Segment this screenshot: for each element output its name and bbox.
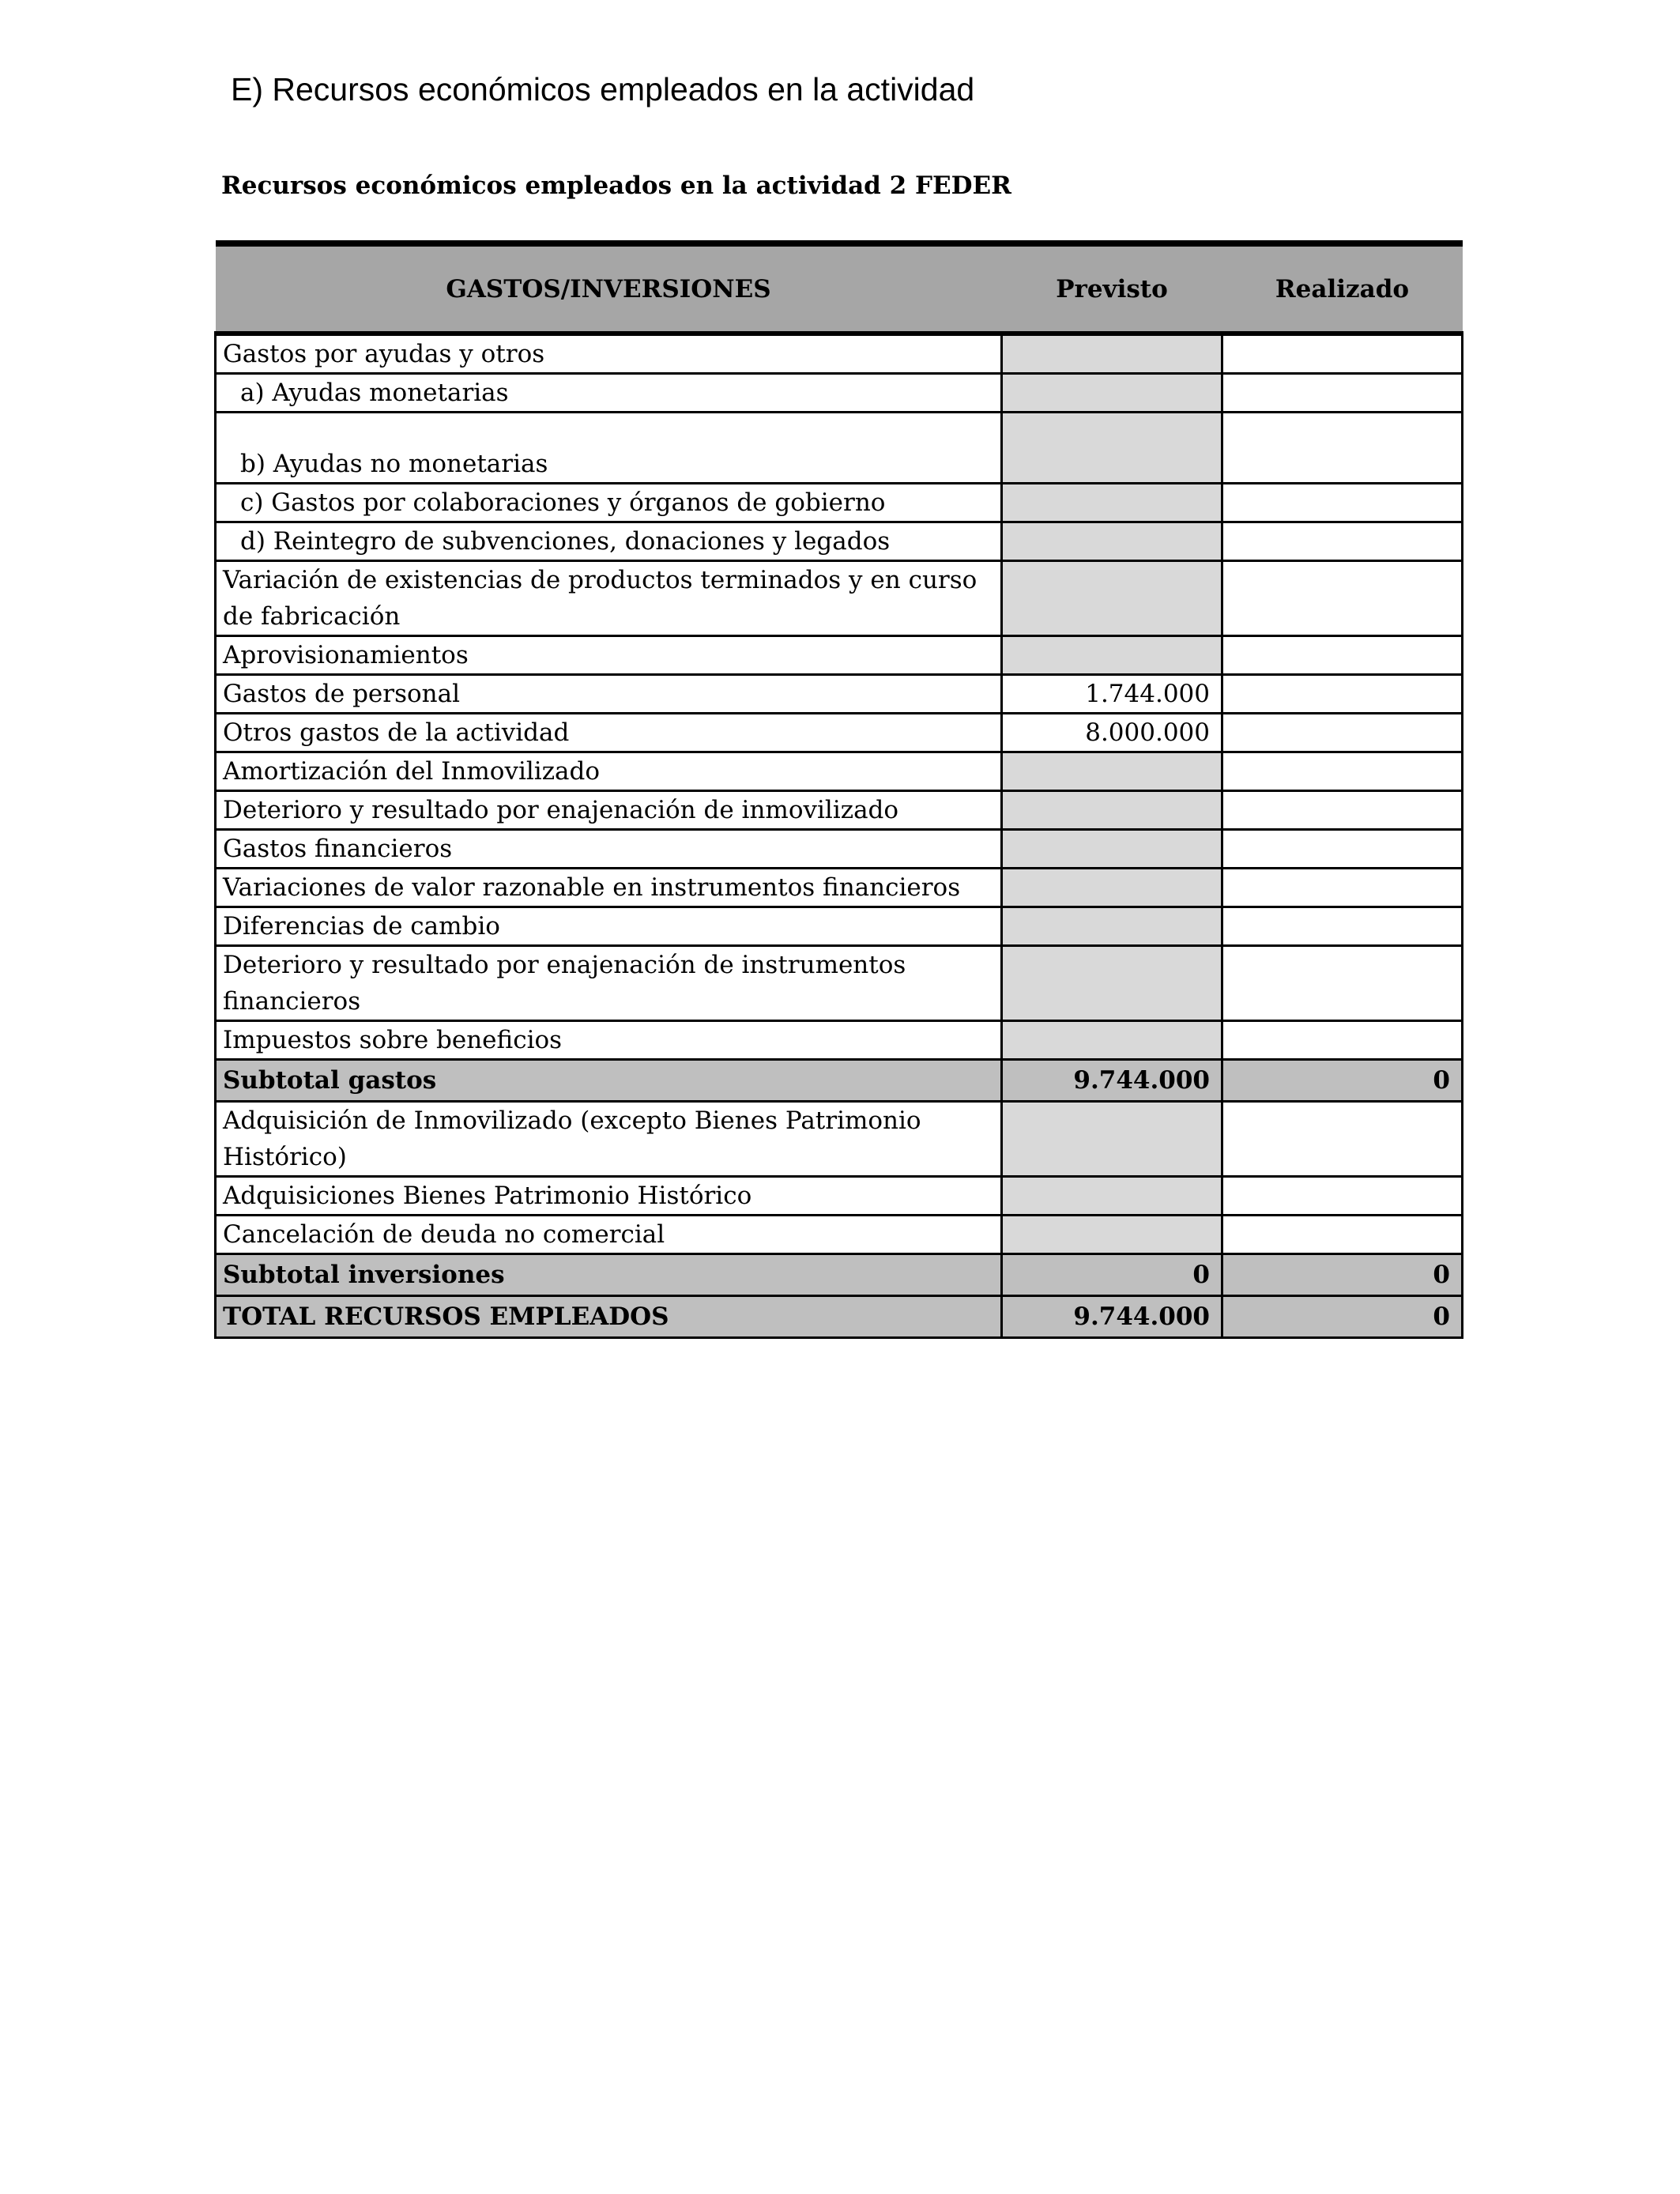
- table-row: [216, 374, 1463, 413]
- previsto-cell: [1002, 946, 1222, 1021]
- header-gastos-inversiones: GASTOS/INVERSIONES: [216, 243, 1002, 334]
- row-label: b) Ayudas no monetarias: [216, 413, 1002, 484]
- table-row: [216, 946, 1463, 1021]
- row-label: Adquisiciones Bienes Patrimonio Histórico: [216, 1177, 1002, 1216]
- realizado-cell: [1222, 334, 1463, 374]
- table-row: [216, 869, 1463, 907]
- row-label: Variación de existencias de productos terminados y en curso de fabricación: [216, 561, 1002, 636]
- realizado-cell: 0: [1222, 1254, 1463, 1296]
- realizado-cell: [1222, 714, 1463, 752]
- table-row: [216, 830, 1463, 869]
- realizado-cell: [1222, 830, 1463, 869]
- section-heading: E) Recursos económicos empleados en la actividad: [231, 71, 975, 107]
- realizado-cell: [1222, 752, 1463, 791]
- table-row: [216, 752, 1463, 791]
- row-label: Deterioro y resultado por enajenación de inmovilizado: [216, 791, 1002, 830]
- table-row: [216, 636, 1463, 675]
- previsto-cell: [1002, 561, 1222, 636]
- realizado-cell: [1222, 1216, 1463, 1254]
- previsto-cell: [1002, 752, 1222, 791]
- realizado-cell: [1222, 1102, 1463, 1177]
- row-label: Diferencias de cambio: [216, 907, 1002, 946]
- table-row: [216, 1177, 1463, 1216]
- previsto-cell: [1002, 1177, 1222, 1216]
- previsto-cell: [1002, 1216, 1222, 1254]
- previsto-cell: [1002, 413, 1222, 484]
- table-header-row: [216, 243, 1463, 334]
- table-row: [216, 334, 1463, 374]
- row-label: Variaciones de valor razonable en instrumentos financieros: [216, 869, 1002, 907]
- realizado-cell: [1222, 413, 1463, 484]
- previsto-cell: [1002, 907, 1222, 946]
- row-label: TOTAL RECURSOS EMPLEADOS: [216, 1296, 1002, 1338]
- table-row: [216, 907, 1463, 946]
- row-label: Gastos por ayudas y otros: [216, 334, 1002, 374]
- row-label: a) Ayudas monetarias: [216, 374, 1002, 413]
- row-label: Aprovisionamientos: [216, 636, 1002, 675]
- previsto-cell: 8.000.000: [1002, 714, 1222, 752]
- table-row: [216, 522, 1463, 561]
- previsto-cell: [1002, 636, 1222, 675]
- table-row: [216, 791, 1463, 830]
- row-label: Subtotal gastos: [216, 1060, 1002, 1102]
- realizado-cell: [1222, 869, 1463, 907]
- previsto-cell: [1002, 484, 1222, 522]
- table-row: [216, 1102, 1463, 1177]
- realizado-cell: [1222, 522, 1463, 561]
- realizado-cell: [1222, 946, 1463, 1021]
- row-label: Amortización del Inmovilizado: [216, 752, 1002, 791]
- previsto-cell: [1002, 830, 1222, 869]
- previsto-cell: [1002, 869, 1222, 907]
- previsto-cell: 1.744.000: [1002, 675, 1222, 714]
- resources-table: [214, 240, 1463, 1339]
- previsto-cell: [1002, 1021, 1222, 1060]
- previsto-cell: 9.744.000: [1002, 1060, 1222, 1102]
- header-previsto: Previsto: [1002, 243, 1222, 334]
- table-row: [216, 413, 1463, 484]
- row-label: Subtotal inversiones: [216, 1254, 1002, 1296]
- realizado-cell: [1222, 675, 1463, 714]
- row-label: c) Gastos por colaboraciones y órganos de gobierno: [216, 484, 1002, 522]
- row-label: d) Reintegro de subvenciones, donaciones y legados: [216, 522, 1002, 561]
- previsto-cell: [1002, 374, 1222, 413]
- total-row: [216, 1296, 1463, 1338]
- previsto-cell: 0: [1002, 1254, 1222, 1296]
- table-row: [216, 561, 1463, 636]
- row-label: Cancelación de deuda no comercial: [216, 1216, 1002, 1254]
- table-row: [216, 1021, 1463, 1060]
- realizado-cell: [1222, 1021, 1463, 1060]
- realizado-cell: [1222, 791, 1463, 830]
- table-row: [216, 1216, 1463, 1254]
- subtotal-gastos-row: [216, 1060, 1463, 1102]
- realizado-cell: [1222, 484, 1463, 522]
- realizado-cell: 0: [1222, 1296, 1463, 1338]
- realizado-cell: [1222, 1177, 1463, 1216]
- header-realizado: Realizado: [1222, 243, 1463, 334]
- previsto-cell: 9.744.000: [1002, 1296, 1222, 1338]
- realizado-cell: [1222, 636, 1463, 675]
- realizado-cell: [1222, 907, 1463, 946]
- previsto-cell: [1002, 1102, 1222, 1177]
- realizado-cell: [1222, 374, 1463, 413]
- row-label: Deterioro y resultado por enajenación de instrumentos financieros: [216, 946, 1002, 1021]
- realizado-cell: 0: [1222, 1060, 1463, 1102]
- realizado-cell: [1222, 561, 1463, 636]
- row-label: Adquisición de Inmovilizado (excepto Bienes Patrimonio Histórico): [216, 1102, 1002, 1177]
- row-label: Impuestos sobre beneficios: [216, 1021, 1002, 1060]
- row-label: Otros gastos de la actividad: [216, 714, 1002, 752]
- table-title: Recursos económicos empleados en la actividad 2 FEDER: [221, 172, 1011, 200]
- row-label: Gastos financieros: [216, 830, 1002, 869]
- previsto-cell: [1002, 522, 1222, 561]
- table-row: [216, 714, 1463, 752]
- row-label: Gastos de personal: [216, 675, 1002, 714]
- table-row: [216, 484, 1463, 522]
- table-row: [216, 675, 1463, 714]
- previsto-cell: [1002, 791, 1222, 830]
- previsto-cell: [1002, 334, 1222, 374]
- subtotal-inversiones-row: [216, 1254, 1463, 1296]
